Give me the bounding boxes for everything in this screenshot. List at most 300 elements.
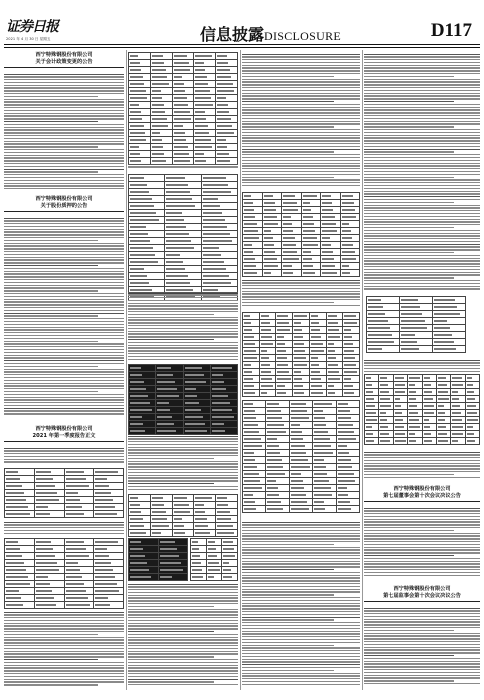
table-cell [201,266,237,273]
text-line [4,623,124,624]
text-line [4,456,124,457]
text-line [242,126,334,127]
text-line [364,252,454,253]
table-cell [433,318,466,325]
table-cell [194,123,216,130]
table-cell [129,130,151,137]
table-cell [367,318,400,325]
text-line [128,656,214,657]
table-cell [34,553,64,560]
text-line [128,319,238,320]
table-row [243,263,360,270]
table-cell [243,228,263,235]
text-line [364,224,480,225]
text-line [364,230,480,231]
table-cell [201,182,237,189]
table-cell [243,499,266,506]
text-line [364,621,480,622]
table-cell [129,560,159,567]
table-cell [201,238,237,245]
table-row [5,490,124,497]
table-row [129,509,238,516]
table-cell [172,509,194,516]
text-line [128,331,238,332]
table-cell [282,263,302,270]
page-number: D117 [430,20,472,41]
table-cell [191,574,207,581]
table-cell [276,341,293,348]
table-cell [129,530,151,537]
notice-body [242,520,360,686]
table-cell [129,414,156,421]
notice-title: 2021 年第一季度报告正文 [4,433,124,442]
table-row [365,389,480,396]
text-line [4,118,124,119]
text-line [242,656,360,657]
table-cell [5,483,35,490]
table-cell [393,438,407,445]
table-row [243,228,360,235]
table-cell [379,424,393,431]
table-cell [216,144,238,151]
text-line [4,397,124,398]
text-line [242,182,360,183]
table-cell [282,256,302,263]
text-line [364,658,480,659]
table-cell [309,383,326,390]
text-line [128,438,238,439]
table-cell [282,235,302,242]
text-line [242,293,360,294]
table-cell [289,478,312,485]
table-cell [210,379,237,386]
text-line [4,527,124,528]
table-cell [34,511,64,518]
table-cell [243,457,266,464]
table-cell [194,144,216,151]
table-cell [289,436,312,443]
table-cell [301,207,321,214]
table-cell [172,102,194,109]
text-line [4,620,124,621]
table-cell [165,245,201,252]
text-line [4,355,124,356]
text-line [128,166,238,167]
table-cell [262,200,282,207]
table-cell [129,553,159,560]
table-row [129,95,238,102]
text-line [242,678,360,679]
text-line [364,104,480,105]
text-line [4,522,124,523]
text-line [4,637,124,638]
table-cell [243,485,266,492]
table-cell [129,224,165,231]
table-cell [289,450,312,457]
table-row [243,443,360,450]
table-cell [336,471,359,478]
table-cell [408,375,422,382]
text-line [364,547,480,548]
text-line [364,661,480,662]
text-line [128,673,238,674]
table-cell [365,403,379,410]
text-line [364,365,480,366]
table-cell [194,95,216,102]
table-row [129,539,188,546]
text-line [364,677,480,678]
text-line [4,338,124,339]
table-row [5,553,124,560]
text-line [364,649,480,650]
table-cell [64,539,94,546]
table-cell [266,492,289,499]
table-cell [183,414,210,421]
table-cell [172,144,194,151]
text-line [4,185,124,186]
text-line [364,260,480,261]
text-line [128,447,238,448]
table-row [129,203,238,210]
column-4 [364,50,480,690]
table-cell [259,334,276,341]
table-row [129,546,188,553]
table-cell [129,238,165,245]
table-cell [156,421,183,428]
text-line [242,157,360,158]
text-line [242,305,360,306]
text-line [364,368,480,369]
data-table-dark [128,538,188,581]
table-cell [451,382,465,389]
text-line [4,676,124,677]
text-line [364,558,480,559]
text-line [4,293,124,294]
data-table [242,400,360,513]
table-cell [129,102,151,109]
text-line [4,380,124,381]
text-line [4,656,124,657]
table-cell [289,457,312,464]
text-line [364,288,480,289]
text-line [128,294,238,295]
text-line [364,527,480,528]
table-cell [400,318,433,325]
table-row [243,313,360,320]
text-line [242,93,360,94]
table-cell [210,372,237,379]
text-line [364,566,480,567]
text-line [4,279,124,280]
table-cell [194,502,216,509]
table-cell [216,509,238,516]
table-cell [243,464,266,471]
table-cell [262,221,282,228]
text-line [242,555,360,556]
text-line [242,664,360,665]
table-cell [216,88,238,95]
table-cell [367,339,400,346]
text-line [4,155,124,156]
text-line [128,353,238,354]
table-cell [194,74,216,81]
text-line [4,248,124,249]
text-line [4,684,98,685]
text-line [4,315,98,316]
table-cell [262,242,282,249]
text-line [242,87,360,88]
text-line [4,188,124,189]
table-cell [150,109,172,116]
text-line [242,535,360,536]
text-line [4,343,124,344]
text-line [364,624,480,625]
text-line [128,662,238,663]
table-cell [276,390,293,397]
text-line [4,625,124,626]
table-cell [243,207,263,214]
text-line [128,300,238,301]
table-row [367,304,466,311]
table-cell [150,123,172,130]
table-cell [393,396,407,403]
text-line [364,79,480,80]
text-line [364,76,454,77]
table-cell [340,207,360,214]
table-cell [451,417,465,424]
text-line [364,569,480,570]
text-line [242,90,360,91]
table-cell [201,273,237,280]
table-row [129,224,238,231]
text-line [242,575,360,576]
text-line [242,62,360,63]
text-line [364,70,480,71]
table-cell [326,362,343,369]
table-cell [276,383,293,390]
table-cell [289,464,312,471]
text-line [128,625,238,626]
text-line [364,508,480,509]
text-line [4,357,124,358]
table-cell [301,270,321,277]
table-row [129,421,238,428]
table-cell [321,228,341,235]
text-line [242,572,360,573]
table-row [367,339,466,346]
data-table [128,494,238,537]
table-row [243,369,360,376]
text-line [364,454,480,455]
table-cell [243,408,266,415]
table-cell [336,485,359,492]
text-line [4,648,124,649]
table-cell [276,327,293,334]
table-cell [313,478,336,485]
table-cell [282,221,302,228]
text-line [4,459,124,460]
table-cell [194,67,216,74]
text-line [364,672,480,673]
table-cell [321,200,341,207]
table-cell [216,74,238,81]
table-cell [408,431,422,438]
table-cell [129,516,151,523]
text-line [242,143,360,144]
table-cell [34,497,64,504]
table-cell [165,273,201,280]
text-line [4,138,124,139]
table-cell [216,102,238,109]
table-cell [150,502,172,509]
text-line [242,608,360,609]
text-line [4,332,124,333]
data-table [242,192,360,277]
table-row [365,424,480,431]
text-line [364,452,480,453]
table-cell [243,450,266,457]
text-line [128,339,214,340]
table-cell [289,471,312,478]
table-cell [326,383,343,390]
table-cell [365,417,379,424]
table-cell [156,400,183,407]
table-cell [194,151,216,158]
table-row [129,560,188,567]
text-line [364,552,480,553]
text-line [4,143,124,144]
table-cell [216,151,238,158]
text-line [4,132,124,133]
table-cell [436,417,450,424]
text-line [4,533,124,534]
table-cell [465,389,479,396]
text-line [364,471,480,472]
text-line [364,538,480,539]
text-line [242,563,360,564]
text-line [364,544,480,545]
table-cell [309,348,326,355]
text-line [4,273,124,274]
text-line [242,681,360,682]
table-row [243,408,360,415]
table-cell [172,88,194,95]
text-line [4,146,98,147]
table-cell [34,602,64,609]
table-cell [408,417,422,424]
text-line [128,477,238,478]
table-cell [129,379,156,386]
table-cell [172,502,194,509]
table-cell [194,102,216,109]
text-line [364,608,480,609]
table-cell [150,137,172,144]
text-line [364,233,480,234]
text-line [4,667,124,668]
text-line [128,651,238,652]
text-line [242,600,360,601]
text-line [128,597,238,598]
table-cell [243,263,263,270]
text-line [364,371,480,372]
table-cell [94,602,124,609]
table-cell [194,60,216,67]
column-divider [362,50,363,690]
text-line [242,67,360,68]
text-line [4,413,124,414]
table-cell [321,263,341,270]
table-row [367,346,466,353]
text-line [4,363,124,364]
table-cell [64,602,94,609]
table-row [365,382,480,389]
table-cell [5,574,35,581]
table-row [243,415,360,422]
text-line [242,123,360,124]
text-line [4,645,124,646]
table-cell [433,297,466,304]
notice-header [4,196,124,212]
table-cell [408,438,422,445]
text-line [4,231,124,232]
table-cell [326,348,343,355]
table-cell [129,231,165,238]
text-line [242,137,360,138]
table-cell [206,546,222,553]
table-cell [165,203,201,210]
text-line [4,271,124,272]
text-line [4,450,124,451]
text-line [242,522,360,523]
text-line [4,141,124,142]
table-cell [129,421,156,428]
notice-body [242,52,360,188]
table-row [243,193,360,200]
column-2 [128,50,238,690]
table-cell [301,256,321,263]
table-cell [129,196,165,203]
table-cell [343,376,360,383]
table-cell [129,53,151,60]
table-cell [259,390,276,397]
table-cell [313,443,336,450]
table-cell [343,355,360,362]
text-line [364,216,480,217]
text-line [364,663,480,664]
text-line [364,680,454,681]
table-row [129,109,238,116]
notice-title: 第七届董事会第十次会议决议公告 [364,493,480,502]
text-line [364,163,480,164]
column-divider [126,50,127,690]
table-cell [150,74,172,81]
table-cell [266,506,289,513]
table-cell [313,464,336,471]
text-line [4,254,124,255]
text-line [364,146,480,147]
table-cell [451,410,465,417]
table-cell [262,235,282,242]
text-line [242,639,360,640]
table-cell [129,217,165,224]
text-line [4,243,124,244]
table-cell [289,499,312,506]
table-cell [309,313,326,320]
table-row [243,436,360,443]
text-line [364,151,454,152]
table-cell [210,393,237,400]
table-cell [266,408,289,415]
